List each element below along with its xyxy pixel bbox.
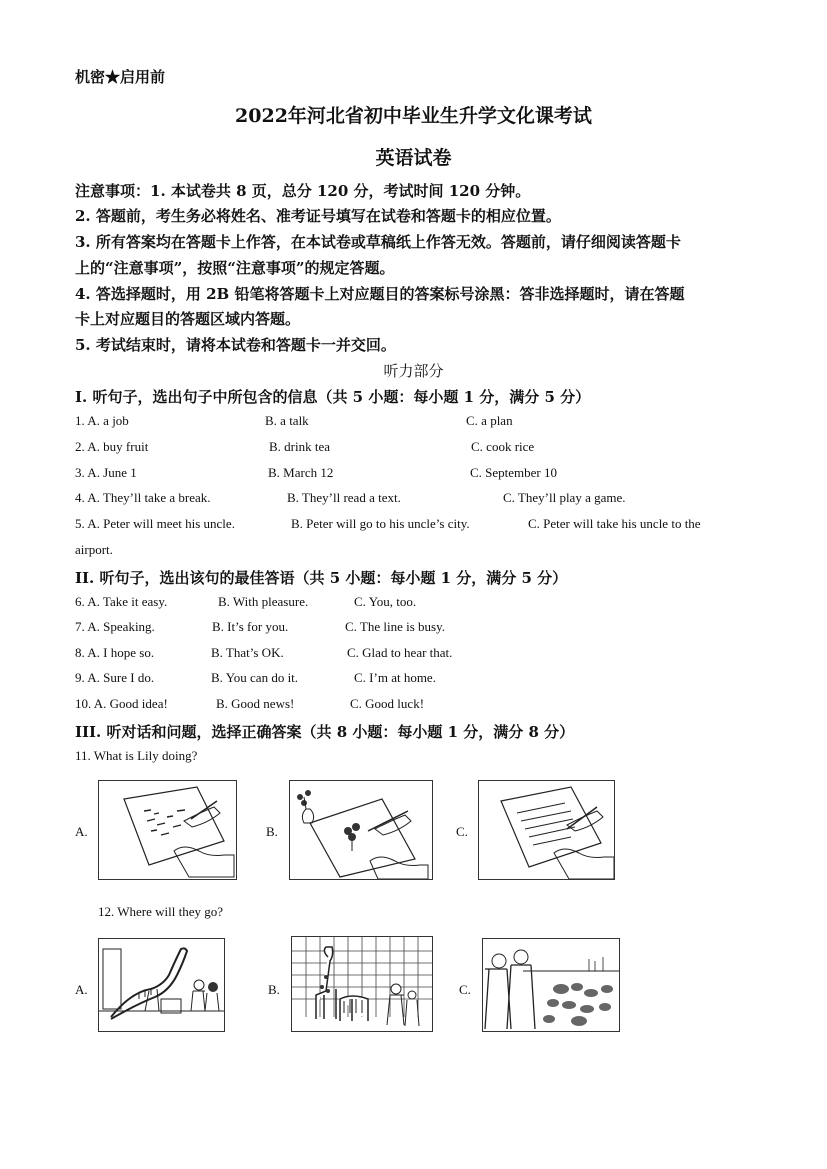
q12-label-b: B.	[268, 982, 280, 997]
q5-c-cont: airport.	[75, 542, 113, 557]
q1-b: B. a talk	[265, 413, 309, 428]
q12-picture-c	[482, 938, 620, 1032]
q3-b: B. March 12	[268, 465, 334, 480]
q3-c: C. September 10	[470, 465, 558, 480]
writing-text-illustration	[479, 781, 614, 879]
note-3: 3. 所有答案均在答题卡上作答，在本试卷或草稿纸上作答无效。答题前，请仔细阅读答题卡	[75, 233, 681, 251]
q11-label-a: A.	[75, 824, 88, 839]
q12-question: 12. Where will they go?	[98, 904, 224, 919]
listening-heading: 听力部分	[383, 362, 444, 380]
exam-subtitle: 英语试卷	[375, 147, 452, 169]
q1-a: 1. A. a job	[75, 413, 129, 428]
q4-b: B. They’ll read a text.	[287, 490, 401, 505]
section-3-heading: III. 听对话和问题，选择正确答案（共 8 小题：每小题 1 分，满分 8 分）	[75, 723, 575, 741]
farm-animals-illustration	[483, 939, 619, 1031]
section-2-heading: II. 听句子，选出该句的最佳答语（共 5 小题：每小题 1 分，满分 5 分）	[75, 569, 568, 587]
q8-c: C. Glad to hear that.	[347, 645, 453, 660]
q11-question: 11. What is Lily doing?	[75, 748, 198, 763]
q10-a: 10. A. Good idea!	[75, 696, 168, 711]
q6-b: B. With pleasure.	[218, 594, 309, 609]
section-1-heading: Ⅰ. 听句子，选出句子中所包含的信息（共 5 小题：每小题 1 分，满分 5 分）	[75, 388, 591, 406]
q2-b: B. drink tea	[269, 439, 331, 454]
q8-b: B. That’s OK.	[211, 645, 284, 660]
writing-numbers-illustration	[99, 781, 236, 879]
zoo-giraffe-illustration	[292, 937, 432, 1031]
q11-picture-c	[478, 780, 615, 880]
q8-a: 8. A. I hope so.	[75, 645, 155, 660]
q12-label-c: C.	[459, 982, 471, 997]
q5-c: C. Peter will take his uncle to the	[528, 516, 701, 531]
q9-b: B. You can do it.	[211, 670, 299, 685]
q4-c: C. They’ll play a game.	[503, 490, 626, 505]
note-2: 2. 答题前，考生务必将姓名、准考证号填写在试卷和答题卡的相应位置。	[75, 207, 561, 225]
note-4: 4. 答选择题时，用 2B 铅笔将答题卡上对应题目的答案标号涂黑：答非选择题时，请在答题	[75, 285, 685, 303]
q6-c: C. You, too.	[354, 594, 417, 609]
confidential-mark: 机密★启用前	[75, 68, 166, 86]
note-5: 5. 考试结束时，请将本试卷和答题卡一并交回。	[75, 336, 396, 354]
q2-a: 2. A. buy fruit	[75, 439, 149, 454]
q7-c: C. The line is busy.	[345, 619, 446, 634]
q7-b: B. It’s for you.	[212, 619, 289, 634]
q12-label-a: A.	[75, 982, 88, 997]
q4-a: 4. A. They’ll take a break.	[75, 490, 211, 505]
note-3-cont: 上的“注意事项”，按照“注意事项”的规定答题。	[75, 259, 395, 277]
q2-c: C. cook rice	[471, 439, 535, 454]
q10-b: B. Good news!	[216, 696, 295, 711]
museum-dinosaur-illustration	[99, 939, 224, 1031]
drawing-flowers-illustration	[290, 781, 432, 879]
q1-c: C. a plan	[466, 413, 513, 428]
q11-picture-a	[98, 780, 237, 880]
q7-a: 7. A. Speaking.	[75, 619, 155, 634]
q12-picture-a	[98, 938, 225, 1032]
note-1: 注意事项：1. 本试卷共 8 页，总分 120 分，考试时间 120 分钟。	[75, 182, 531, 200]
q11-label-b: B.	[266, 824, 278, 839]
q5-b: B. Peter will go to his uncle’s city.	[291, 516, 470, 531]
q9-a: 9. A. Sure I do.	[75, 670, 155, 685]
q9-c: C. I’m at home.	[354, 670, 436, 685]
q12-picture-b	[291, 936, 433, 1032]
q3-a: 3. A. June 1	[75, 465, 137, 480]
note-4-cont: 卡上对应题目的答题区域内答题。	[75, 310, 301, 328]
q10-c: C. Good luck!	[350, 696, 425, 711]
q5-a: 5. A. Peter will meet his uncle.	[75, 516, 235, 531]
exam-title: 2022年河北省初中毕业生升学文化课考试	[235, 105, 592, 127]
q6-a: 6. A. Take it easy.	[75, 594, 168, 609]
q11-label-c: C.	[456, 824, 468, 839]
q11-picture-b	[289, 780, 433, 880]
